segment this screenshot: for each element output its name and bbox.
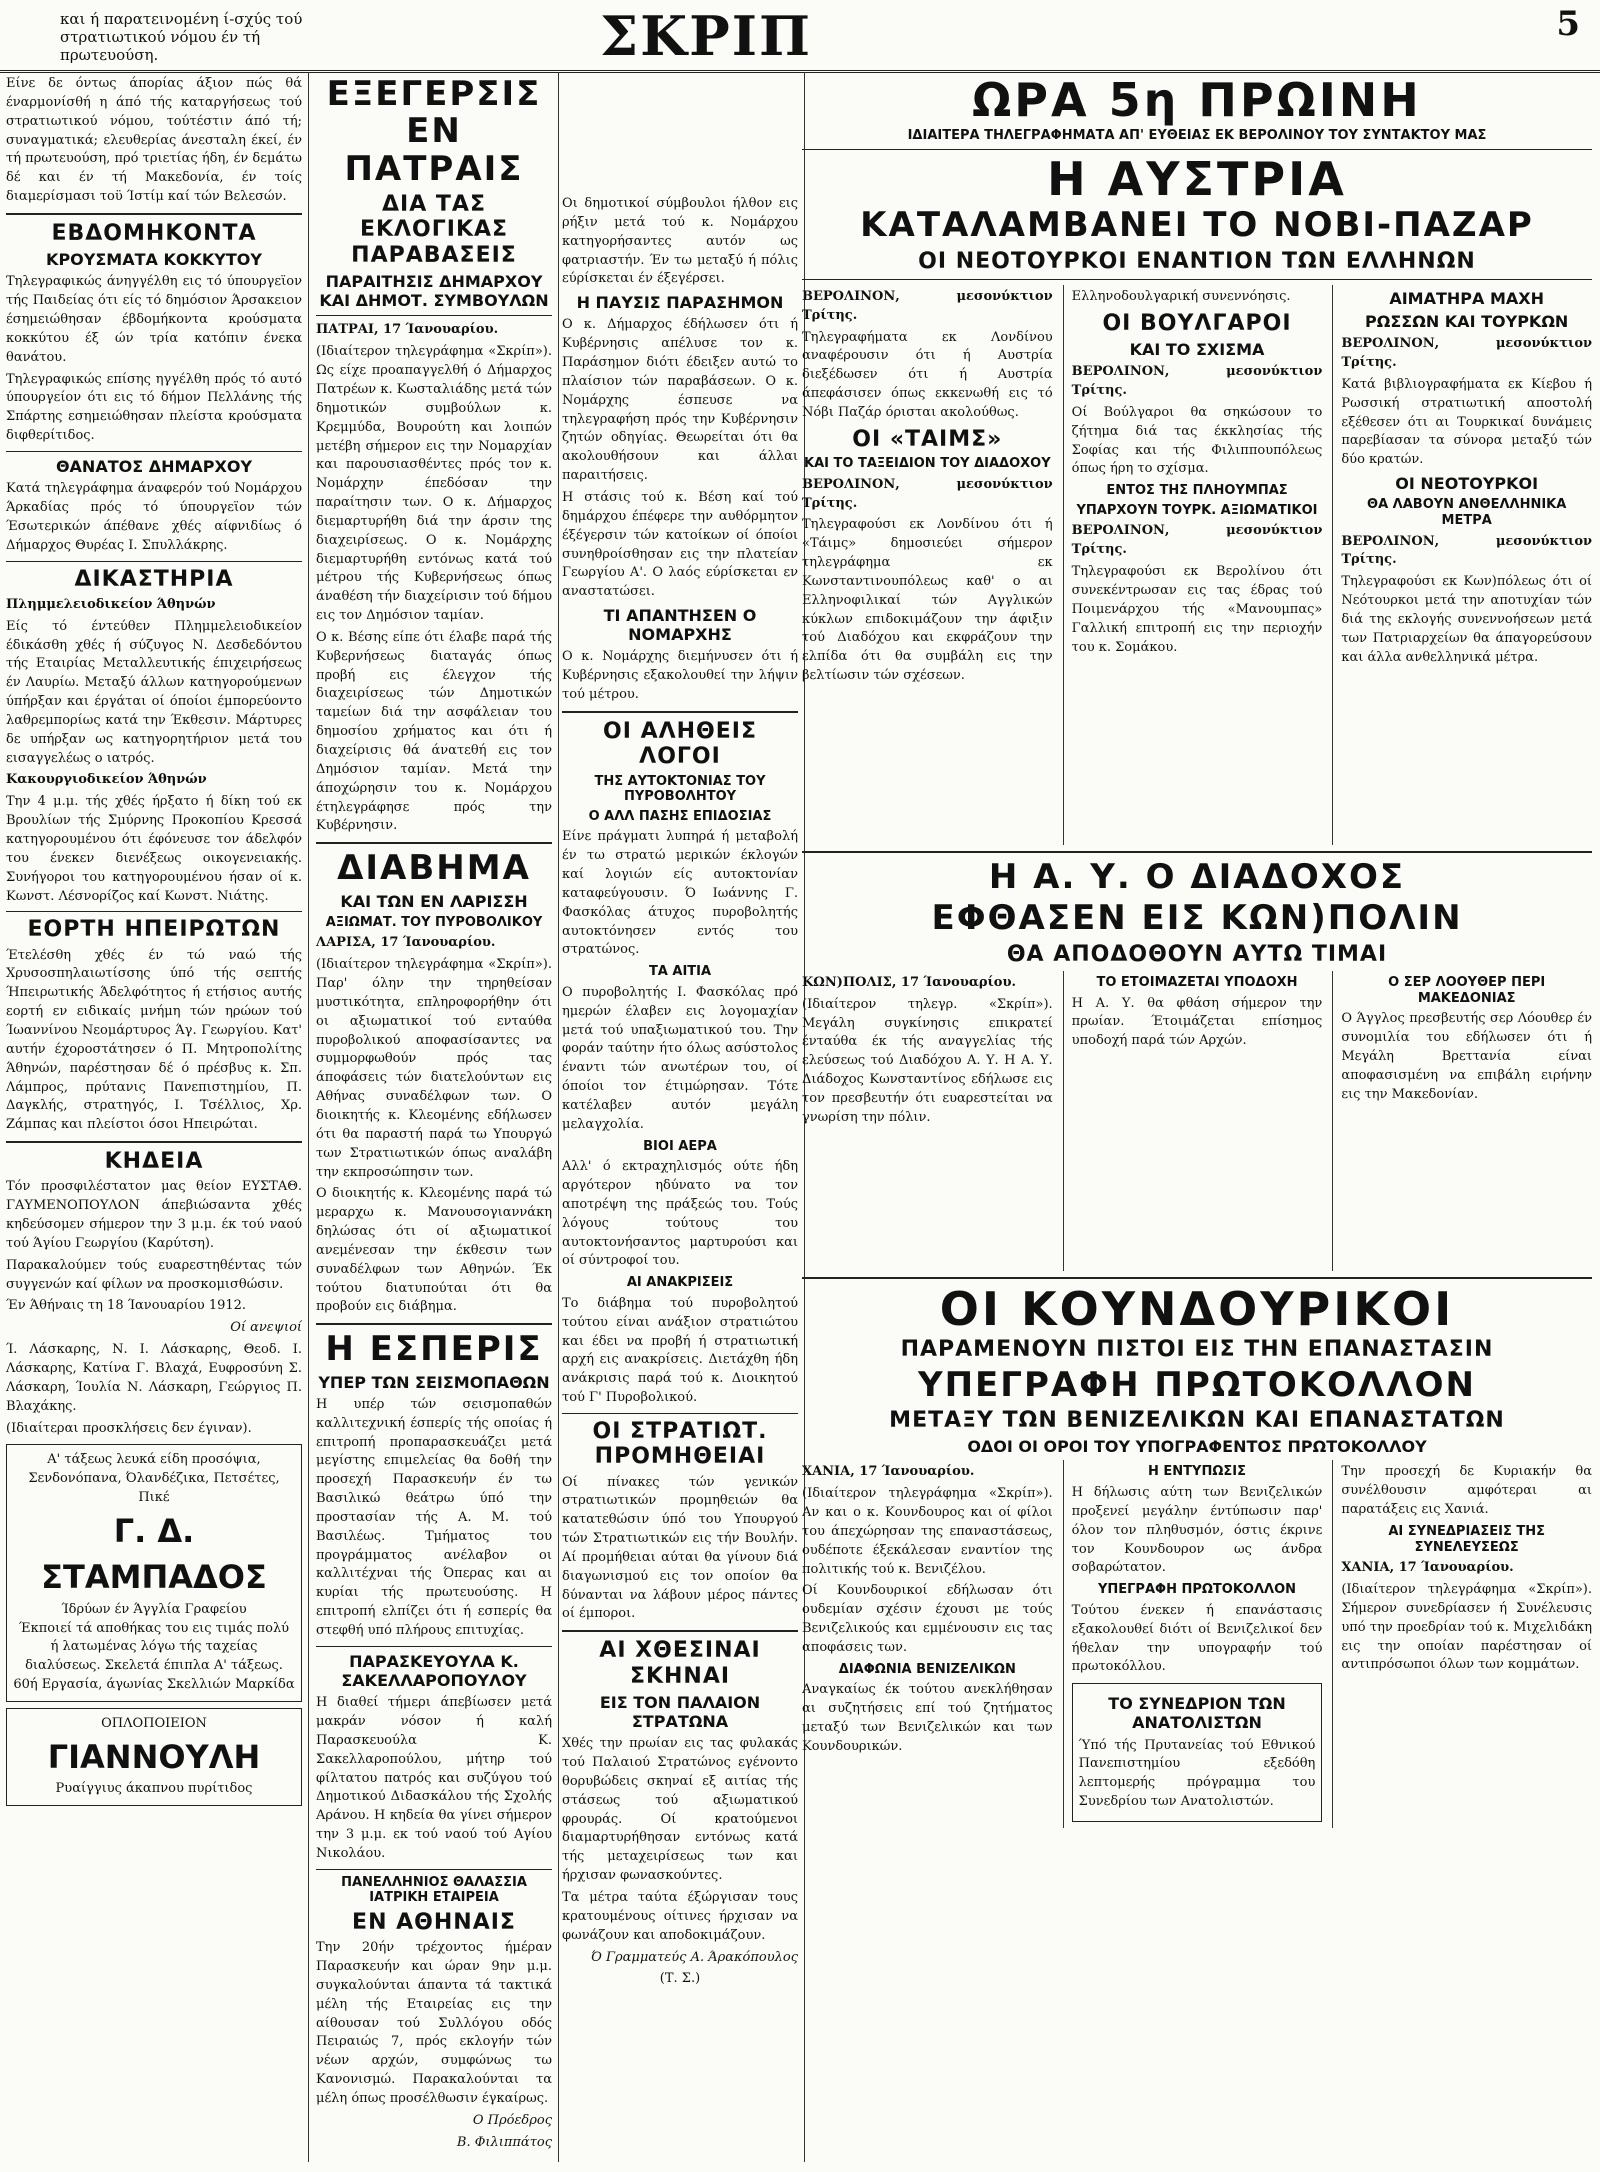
article-text: (Ιδιαίτερον τηλεγράφημα «Σκρίπ»). Σήμερον συνεδρίασεν ή Συνέλευσις υπό την προεδρίαν τού κ. Μιχελιδάκη εις την οποίαν παρέστησαν οί αντιπρόσωποι όλων των κομμάτων. — [1341, 1581, 1592, 1673]
notice-text: Τόν προσφιλέστατον μας θείον ΕΥΣΤΑΘ. ΓΑΥΜΕΝΟΠΟΥΛΟΝ άπεβιώσαντα χθές κηδεύσομεν σήμερον την 3 μ.μ. έκ τού ναού τού Άγίου Γεωργίου (Καρύτση). — [6, 1179, 302, 1251]
article-text: Η διαθεί τήμερι άπεβίωσεν μετά μακράν νόσον ή καλή Παρασκευούλα Κ. Σακελλαροπούλου, μήτηρ τού φίλτατου πατρός και συζύγου τού Δημοτικού Διδασκάλου τής Σχολής Αράνου. Η κηδεία θα γίνει σήμερον την 3 μ.μ. εκ τού ναού τού Αγίου Νικολάου. — [316, 1695, 552, 1861]
ad-line: ΟΠΛΟΠΟΙΕΙΟΝ — [101, 1715, 207, 1731]
headline-deck: ΟΙ ΝΕΟΤΟΥΡΚΟΙ ΕΝΑΝΤΙΟΝ ΤΩΝ ΕΛΛΗΝΩΝ — [918, 248, 1476, 274]
headline: ΟΙ ΝΕΟΤΟΥΡΚΟΙ — [1395, 474, 1539, 494]
crown-prince-col-2 — [1063, 971, 1323, 1271]
headline-sub: ΕΦΘΑΣΕΝ ΕΙΣ ΚΩΝ)ΠΟΛΙΝ — [931, 898, 1463, 939]
headline-sub: ΔΙΑ ΤΑΣ ΕΚΛΟΓΙΚΑΣ ΠΑΡΑΒΑΣΕΙΣ — [351, 192, 517, 268]
notice-text: Έν Άθήναις τη 18 Ίανουαρίου 1912. — [6, 1298, 247, 1314]
headline: ΕΝΤΟΣ ΤΗΣ ΠΛΗΟΥΜΠΑΣ — [1106, 483, 1288, 499]
headline-sub: ΠΑΡΑΜΕΝΟΥΝ ΠΙΣΤΟΙ ΕΙΣ ΤΗΝ ΕΠΑΝΑΣΤΑΣΙΝ — [900, 1337, 1494, 1363]
headline: Η ΕΣΠΕΡΙΣ — [325, 1329, 543, 1370]
article-text: Κατά βιβλιογραφήματα εκ Κίεβου ή Ρωσσική στρατιωτική αποστολή εξέθεσεν ότι αι Τουρκικαί δυνάμεις παρεβίασαν τα σύνορα μεταξύ τών δύο κρατών. — [1341, 376, 1592, 468]
kountouriotes-col-3 — [1332, 1460, 1592, 1828]
headline-deck: ΑΞΙΩΜΑΤ. ΤΟΥ ΠΥΡΟΒΟΛΙΚΟΥ — [325, 914, 543, 930]
headline-deck: ΘΑ ΑΠΟΔΟΘΟΥΝ ΑΥΤΩ ΤΙΜΑΙ — [1006, 941, 1388, 967]
telegram-col-2 — [1063, 285, 1323, 845]
headline-rendered: ΕΒΔΟΜΗΚΟΝΤΑ — [51, 220, 257, 246]
article-text: Τηλεγραφήματα εκ Λονδίνου αναφέρουσιν ότι ή Αυστρία διεξέδωσεν ότι ή Αυστρία άπεφάσισεν όπως εκκενωθή εις τό Νόβι Παζάρ όρισται ακολούθως. — [802, 329, 1053, 420]
notice-text: Οί ανεψιοί — [230, 1320, 302, 1336]
headline: ΑΙ ΧΘΕΣΙΝΑΙ ΣΚΗΝΑΙ — [599, 1638, 761, 1689]
headline-sub: ΚΑΤΑΛΑΜΒΑΝΕΙ ΤΟ ΝΟΒΙ-ΠΑΖΑΡ — [860, 205, 1534, 246]
headline-sub: ΚΑΙ ΤΟ ΤΑΞΕΙΔΙΟΝ ΤΟΥ ΔΙΑΔΟΧΟΥ — [804, 456, 1051, 472]
dateline: ΒΕΡΟΛΙΝΟΝ, μεσονύκτιον Τρίτης. — [802, 288, 1053, 323]
article-text: Χθές την πρωίαν εις τας φυλακάς τού Παλαιού Στρατώνος εγένοντο θορυβώδεις σκηναί εξ αιτίας τής στάσεως τού αξιωματικού φρουράς. Οί κρατούμενοι διαμαρτυρήθησαν εντόνως κατά τής μεταχειρίσεως των και ήρχισαν φωνασκούντες. — [562, 1736, 798, 1884]
kountouriotes-block — [802, 1460, 1592, 1828]
telegram-col-1 — [802, 285, 1053, 845]
masthead — [0, 0, 1600, 73]
dateline: ΒΕΡΟΛΙΝΟΝ, μεσονύκτιον Τρίτης. — [1071, 364, 1323, 399]
headline-rendered-sub: ΚΡΟΥΣΜΑΤΑ ΚΟΚΚΥΤΟΥ — [46, 250, 262, 270]
headline: ΑΙΜΑΤΗΡΑ ΜΑΧΗ — [1389, 288, 1544, 308]
headline-deck: ΠΑΡΑΙΤΗΣΙΣ ΔΗΜΑΡΧΟΥ ΚΑΙ ΔΗΜΟΤ. ΣΥΜΒΟΥΛΩΝ — [319, 272, 549, 311]
dateline: ΒΕΡΟΛΙΝΟΝ, μεσονύκτιον Τρίτης. — [802, 476, 1053, 511]
headline: ΠΑΡΑΣΚΕΥΟΥΛΑ Κ. ΣΑΚΕΛΛΑΡΟΠΟΥΛΟΥ — [341, 1651, 527, 1690]
article-text: Την 4 μ.μ. τής χθές ήρξατο ή δίκη τού εκ Βρουλίων τής Σμύρνης Προκοπίου Κρεσσά κατηγορουμένου ότι έφόνευσε τον άδελφόν του ένεκεν διενέξεως οικογενειακής. Συνήγοροι του κατηγορουμένου ήσαν οί κ. Κωνστ. Λέσνορίζος καί Κωνστ. Νιάτης. — [6, 794, 302, 904]
tag: (Τ. Σ.) — [659, 1971, 701, 1987]
page-number: 5 — [1556, 4, 1580, 44]
masthead-top-left-text: και ή παρατεινομένη ί-σχύς τού στρατιωτικού νόμου έν τή πρωτευούση. — [60, 10, 303, 64]
headline-main: ΕΞΕΓΕΡΣΙΣ ΕΝ ΠΑΤΡΑΙΣ — [326, 74, 542, 189]
article-text: (Ιδιαίτερον τηλεγράφημα «Σκρίπ»). Παρ' όλην την τηρηθείσαν μυστικότητα, επληροφορήθην ότι οι αξιωματικοί τού ενταύθα πυροβολικού αποφασίσαντες να συμμορφωθούν πρός τας άποφάσεις τών διατελούντων εις Αθήνας συναδέλφων των. Ο διοικητής κ. Κλεομένης εδήλωσεν ότι θα παραστή παρά τω Υπουργώ των Στρατιωτικών όπως αναλάβη την εκπροσώπησιν των. — [316, 957, 552, 1180]
notice-text: (Ιδιαίτεραι προσκλήσεις δεν έγιναν). — [6, 1420, 252, 1436]
article-text: Την 20ήν τρέχοντος ήμέραν Παρασκευήν και ώραν 9ην μ.μ. συγκαλούνται άπαντα τά τακτικά μέλη τής Εταιρείας εις την αίθουσαν τού Συλλόγου οδός Πειραιώς 7, πρός εκλογήν τών νέων αρχών, συμφώνως τω Κανονισμώ. Παρακαλούνται τα μέλη όπως προσέλθωσιν έγκαίρως. — [316, 1940, 552, 2107]
telegram-col-3 — [1332, 285, 1592, 845]
crown-prince-col-1 — [802, 971, 1053, 1271]
subhead: ΥΠΕΓΡΑΦΗ ΠΡΩΤΟΚΟΛΛΟΝ — [1097, 1582, 1297, 1598]
article-text: Τηλεγραφούσι εκ Κων)πόλεως ότι οί Νεότουρκοι μετά την αποτυχίαν τών διά της εκλογής συνεννοήσεων μετά των Πατριαρχείων θα άπαγορεύσουν και άλλα ανθελληνικά μέτρα. — [1341, 574, 1592, 665]
article-text: (Ιδιαίτερον τηλεγράφημα «Σκρίπ»). Ως είχε προαπαγγελθή ό Δήμαρχος Πατρέων κ. Κωσταλιάδης μετά τών δημοτικών συμβούλων κ. Κρεμμύδα, Βουρούτη και λοιπών μετέβη σήμερον εις την Νομαρχίαν και παρουσιασθέντες πρός τον κ. Νομάρχην έπεδόσαν την παραίτησιν των. Ο κ. Δήμαρχος διεμαρτυρήθη διά την άρσιν της διαχειρίσεως. Ο κ. Νομάρχης διεμαρτυρήθη εντόνως κατά τού μέτρου τής Κυβερνήσεως όπως άναθέση τήν διαχείρισιν τού δήμου εις τον Δημόσιον ταμίαν. — [316, 344, 552, 624]
headline: ΤΟ ΣΥΝΕΔΡΙΟΝ ΤΩΝ ΑΝΑΤΟΛΙΣΤΩΝ — [1108, 1694, 1286, 1733]
headline-main: Η Α. Υ. Ο ΔΙΑΔΟΧΟΣ — [988, 856, 1406, 897]
headline-deck: ΜΕΤΑΞΥ ΤΩΝ ΒΕΝΙΖΕΛΙΚΩΝ ΚΑΙ ΕΠΑΝΑΣΤΑΤΩΝ — [889, 1407, 1505, 1433]
headline: ΟΙ ΒΟΥΛΓΑΡΟΙ — [1102, 310, 1292, 336]
article-text: Είνε πράγματι λυπηρά ή μεταβολή έν τω στρατώ μερικών έκλογών καί λογιών είς αυτοκτονίαν καταφεύγουσιν. Ό Ιωάννης Γ. Φασκόλας άτυχος πυροβολητής αυτοκτόνησεν εντός του στρατώνος. — [562, 829, 798, 958]
notice-text: Ί. Λάσκαρης, Ν. Ι. Λάσκαρης, Θεοδ. Ι. Λάσκαρης, Κατίνα Γ. Βλαχά, Ευφροσύνη Σ. Λάσκαρη, Ίουλία Ν. Λάσκαρη, Γεώργιος Π. Βλαχάκης. — [6, 1342, 302, 1414]
conference-box — [1072, 1683, 1323, 1822]
crown-prince-col-3 — [1332, 971, 1592, 1271]
article-text: Έτελέσθη χθές έν τώ ναώ τής Χρυσοσπηλαιωτίσσης ύπό τής σεπτής Ήπειρωτικής Άδελφότητος ή ετήσιος αυτής εορτή εν ειδικαίς μνήμη τών ηρώων τού Ίωαννίνου Νεομάρτυρος Άγ. Γεωργίου. Κατ' αυτήν έχοροστάτησεν ό Π. Μητροπολίτης Άθηνών, παρέστησαν δέ ό πρέσβυς κ. Σπ. Λάμπρος, πρύτανις Πανεπιστημίου, Π. Δαγκλής, στρατηγός, Ι. Τσέλλιος, Χρ. Ζάμπας και πλείστοι όσοι Ηπειρώται. — [6, 947, 302, 1133]
article-text: Τούτου ένεκεν ή επανάστασις εξακολουθεί διότι οί Βενιζελικοί δεν ήθελαν την υπογραφήν τού πρωτοκόλλου. — [1071, 1602, 1323, 1675]
subhead: Πλημμελειοδικείον Άθηνών — [6, 596, 216, 612]
lead-text: Είνε δε όντως άπορίας άξιον πώς θά έναρμονίσθή η άπό τής καταργήσεως τού στρατιωτικού νόμου, τούτέστιν άπό τή; συναγματικά; ελευθερίας άνεσταλη έκεί, έν τή πρωτευούση, πρό τριετίας ήδη, έν δεμάτω δέ και έν τή Μακεδονία, έν τοίς διαμερίσμασι τοϋ Ίστίμ καί τών Βελεσών. — [6, 76, 302, 205]
article-text: Τηλεγραφούσι εκ Βερολίνου ότι συνεκέντρωσαν εις τας έδρας τού Ποιμενάρχου τής «Μανουμπας» Γαλλική επιτροπή εις την περιοχήν του κ. Σομάκου. — [1071, 564, 1323, 655]
article-text: Ο κ. Νομάρχης διεμήνυσεν ότι ή Κυβέρνησις εξακολουθεί την λήψιν τού μέτρου. — [562, 649, 798, 703]
article-text: Τηλεγραφικώς άνηγγέλθη εις τό ύπουργεϊον τής Παιδείας ότι είς τό δημόσιον Άρσακειον έσημειώθησαν έβδομήκοντα κρούσματα κοκκύτου έξ ών τρία κατόπιν ένεκα θανάτου. — [6, 274, 302, 365]
headline: ΘΑΝΑΤΟΣ ΔΗΜΑΡΧΟΥ — [55, 456, 253, 476]
article-text: Τηλεγραφικώς επίσης ηγγέλθη πρός τό αυτό ύπουργείον ότι εις τό δήμον Πελλάνης τής Σπάρτης εσημειώθησαν πλείστα κρούσματα διφθερίτιδος. — [6, 371, 302, 444]
crown-prince-block — [802, 971, 1592, 1271]
dateline: ΛΑΡΙΣΑ, 17 Ίανουαρίου. — [316, 935, 496, 951]
dateline: ΒΕΡΟΛΙΝΟΝ, μεσονύκτιον Τρίτης. — [1341, 336, 1592, 371]
notice-text: Παρακαλούμεν τούς ευαρεστηθέντας τών συγγενών καί φίλων να προσκομισθώσιν. — [6, 1257, 302, 1292]
headline: ΕΝ ΑΘΗΝΑΙΣ — [352, 1909, 516, 1935]
dateline: ΚΩΝ)ΠΟΛΙΣ, 17 Ίανουαρίου. — [802, 974, 1017, 990]
article-text: Το διάβημα τού πυροβολητού τούτου είναι ανάξιον στρατιώτου και έδει να προβή ή στρατιωτική αρχή εις ανακρίσεις. Διετάχθη ήδη ανάκρισις παρά τού κ. Διοικητού τού Γ' Πυροβολικού. — [562, 1295, 798, 1406]
headline: ΟΙ «ΤΑΙΜΣ» — [852, 426, 1003, 452]
subhead: ΔΙΑΦΩΝΙΑ ΒΕΝΙΖΕΛΙΚΩΝ — [838, 1661, 1016, 1677]
headline: ΟΙ ΑΛΗΘΕΙΣ ΛΟΓΟΙ — [603, 718, 757, 770]
ad-line: Ρυαίγγιυς άκαπνου πυρίτιδος — [55, 1781, 253, 1797]
article-text: Οί Κουνδουρικοί εδήλωσαν ότι ουδεμίαν σχέσιν έχουσι με τούς Βενιζελικούς και εμμένουσιν εις τας αποφάσεις των. — [802, 1583, 1053, 1656]
article-text: Ο πυροβολητής Ι. Φασκόλας πρό ημερών έλαβεν εις λογομαχίαν μετά τού υπαξιωματικού του. Την φοράν ταύτην ήτο όλως ασύστολος έναντι τών ανωτέρων του, οί όποίοι τον έτιμώρησαν. Τότε κατέλαβεν αυτόν μεγάλη μελαγχολία. — [562, 984, 798, 1132]
subhead: Κακουργιοδικείον Άθηνών — [6, 772, 207, 788]
subhead: Η ΠΑΥΣΙΣ ΠΑΡΑΣΗΜΟΝ — [576, 293, 784, 313]
article-text: Είς τό έντεύθεν Πλημμελειοδικείον έδικάσθη χθές ή σύζυγος Ν. Δεσδεδόντου τής Εταιρίας Μεταλλευτικής έπιχειρήσεως έν Λαυρίω. Μεταξύ άλλων κατηγορούμενων ύπήρξαν και έργάται οί όποίοι έμπορεύοντο λαθρεμπορίως κατά την Έκθεσιν. Μάρτυρες δε υπήρξαν ως κατηγορητήριον μετά του εισαγγελέως ο ιατρός. — [6, 618, 302, 766]
headline-main: ΟΙ ΚΟΥΝΔΟΥΡΙΚΟΙ — [939, 1281, 1455, 1336]
subhead: Ο ΑΛΛ ΠΑΣΗΣ ΕΠΙΔΟΣΙΑΣ — [588, 808, 772, 824]
headline: ΚΗΔΕΙΑ — [104, 1149, 204, 1175]
headline-deck: ΠΑΝΕΛΛΗΝΙΟΣ ΘΑΛΑΣΣΙΑ ΙΑΤΡΙΚΗ ΕΤΑΙΡΕΙΑ — [341, 1874, 527, 1906]
article-text: Ο κ. Βέσης είπε ότι έλαβε παρά τής Κυβερνήσεως διαταγάς όπως προβή εις έλεγχον τής διαχειρίσεως τών Δημοτικών ταμείων διά την ασφάλειαν του δημοσίου χρήματος και ότι ή διαχείρισις θά άνατεθή εις τον Δημόσιον ταμίαν. Μετά την άποχώρησιν του κ. Νομάρχου έτηλεγράφησε πρός την Κυβέρνησιν. — [316, 629, 552, 834]
headline-sub: ΘΑ ΛΑΒΟΥΝ ΑΝΘΕΛΛΗΝΙΚΑ ΜΕΤΡΑ — [1367, 497, 1567, 528]
ad-line: Έκποιεί τά αποθήκας του εις τιμάς πολύ ή λατωμένας λόγω τής ταχείας διαλύσεως. Σκελετά έπιπλα Α' τάξεως. — [18, 1620, 290, 1674]
article-text: Ο διοικητής κ. Κλεομένης παρά τώ μεραρχω κ. Μανουσογιαννάκη δηλώσας ότι οί αξιωματικοί ανεμένεσαν την έκθεσιν των συναδέλφων των Αθηνών. Έκ τούτου διατυπούται ότι θα προβούν εις διάβημα. — [316, 1186, 552, 1315]
headline-sub: ΥΠΕΓΡΑΦΗ ΠΡΩΤΟΚΟΛΛΟΝ — [917, 1364, 1476, 1405]
subhead: ΤΑ ΑΙΤΙΑ — [648, 964, 712, 980]
headline: ΕΟΡΤΗ ΗΠΕΙΡΩΤΩΝ — [27, 917, 281, 943]
signature: Ό Γραμματεύς Α. Άρακόπουλος — [590, 1949, 798, 1965]
column-3 — [556, 72, 805, 2162]
signature-name: Β. Φιλιππάτος — [456, 2134, 552, 2150]
headline-sub: ΕΙΣ ΤΟΝ ΠΑΛΑΙΟΝ ΣΤΡΑΤΩΝΑ — [599, 1692, 761, 1732]
column-1 — [0, 72, 309, 2162]
headline: ΔΙΚΑΣΤΗΡΙΑ — [74, 566, 234, 592]
article-text: Η δήλωσις αύτη των Βενιζελικών προξενεί μεγάλην έντύπωσιν παρ' όλον τον πληθυσμόν, όστις έκρινε τον Κουνδουρον ως άνδρα σοβαρώτατον. — [1071, 1485, 1323, 1576]
dateline: ΒΕΡΟΛΙΝΟΝ, μεσονύκτιον Τρίτης. — [1341, 533, 1592, 568]
headline: ΟΙ ΣΤΡΑΤΙΩΤ. ΠΡΟΜΗΘΕΙΑΙ — [592, 1418, 768, 1470]
article-text: Οί πίνακες τών γενικών στρατιωτικών προμηθειών θα κατατεθώσιν ύπό του Υπουργού τών Στρατιωτικών εις τήν Βουλήν. Αί προμήθειαι αύται θα γίνουν διά διαγωνισμού εις τον οποίον θα δύνανται να λάβουν μέρος πάντες οί έμποροι. — [562, 1474, 798, 1622]
headline-sub: ΚΑΙ ΤΟ ΣΧΙΣΜΑ — [1129, 340, 1265, 360]
subhead: ΒΙΟΙ ΑΕΡΑ — [643, 1138, 717, 1154]
article-text: Τηλεγραφούσι εκ Λονδίνου ότι ή «Τάιμς» δημοσιεύει σήμερον τηλεγράφημα εκ Κωνσταντινουπόλεως καθ' ο αι Ελληνοφιλικαί τών Αγγλικών κύκλων επιδοκιμάζουν την άφιξιν τού Διαδόχου και εκφράζουν την ελπίδα ότι θα συμβάλη εις την βελτίωσιν τών σχέσεων. — [802, 517, 1053, 684]
headline-sub: ΚΑΙ ΤΩΝ ΕΝ ΛΑΡΙΣΣΗ — [340, 891, 528, 911]
ad-name: ΓΙΑΝΝΟΥΛΗ — [47, 1737, 261, 1776]
subhead: ΤΙ ΑΠΑΝΤΗΣΕΝ Ο ΝΟΜΑΡΧΗΣ — [603, 606, 757, 645]
headline-deck: ΟΔΟΙ ΟΙ ΟΡΟΙ ΤΟΥ ΥΠΟΓΡΑΦΕΝΤΟΣ ΠΡΩΤΟΚΟΛΛΟΥ — [967, 1437, 1427, 1457]
subhead: ΑΙ ΑΝΑΚΡΙΣΕΙΣ — [626, 1275, 734, 1291]
telegrams-block — [802, 285, 1592, 845]
dateline: ΧΑΝΙΑ, 17 Ίανουαρίου. — [802, 1464, 975, 1480]
column-2 — [310, 72, 559, 2162]
headline-banner: ΩΡΑ 5η ΠΡΩΙΝΗ — [972, 73, 1422, 127]
article-text: Ο Άγγλος πρεσβευτής σερ Λόουθερ έν συνομιλία του εδήλωσεν ότι ή Μεγάλη Βρεττανία είναι αποφασισμένη να επιβάλη ειρήνην εις την Μακεδονίαν. — [1341, 1011, 1592, 1102]
article-text: Ύπό τής Πρυτανείας τού Εθνικού Πανεπιστημίου εξεδόθη λεπτομερής πρόγραμμα του Συνεδρίου των Ανατολιστών. — [1078, 1737, 1316, 1810]
subhead: Η ΕΝΤΥΠΩΣΙΣ — [1148, 1464, 1246, 1480]
kountouriotes-col-1 — [802, 1460, 1053, 1828]
right-section — [802, 72, 1592, 2162]
article-text: Αναγκαίως έκ τούτου ανεκλήθησαν αι συζητήσεις επί τού ζητήματος μεταξύ των Βενιζελικών και των Κουνδουρικών. — [802, 1682, 1053, 1754]
article-text: Η στάσις τού κ. Βέση καί τού δημάρχου έπέφερε την αυθόρμητον έξέγερσιν τών κατοίκων οί όποίοι συνηθροίσθησαν εις την πλατείαν Γεωργίου Α'. Ο λαός εύρίσκεται εν αναστατώσει. — [562, 490, 798, 600]
subhead: ΤΟ ΕΤΟΙΜΑΖΕΤΑΙ ΥΠΟΔΟΧΗ — [1096, 974, 1298, 990]
subhead: ΑΙ ΣΥΝΕΔΡΙΑΣΕΙΣ ΤΗΣ ΣΥΝΕΛΕΥΣΕΩΣ — [1388, 1523, 1545, 1555]
article-text: Οί Βούλγαροι θα σηκώσουν το ζήτημα διά τας έκκλησίας τής Σοφίας και τής Φιλιππουπόλεως όπως ήρη το σχίσμα. — [1071, 404, 1323, 477]
article-text: Την προσεχή δε Κυριακήν θα συνέλθουσιν αμφότεραι αι παρατάξεις εις Χανιά. — [1341, 1464, 1592, 1518]
article-text: Η Α. Υ. θα φθάση σήμερον την πρωίαν. Έτοιμάζεται επίσημος υποδοχή παρά τών Αρχών. — [1071, 995, 1323, 1049]
dateline: ΠΑΤΡΑΙ, 17 Ίανουαρίου. — [316, 322, 499, 338]
article-text: Αλλ' ό εκτραχηλισμός ούτε ήδη αργότερον ηδύνατο να τον αποτρέψη της πράξεώς του. Τούς λόγους τούτους του αυτοκτονήσαντος μαρτυρούσι και οί σύντροφοί του. — [562, 1159, 798, 1269]
dateline: ΒΕΡΟΛΙΝΟΝ, μεσονύκτιον Τρίτης. — [1071, 523, 1323, 558]
article-text: Η υπέρ τών σεισμοπαθών καλλιτεχνική έσπερίς τής οποίας ή επιτροπή προπαρασκευάζει μετά μεγίστης επιμελείας θα δοθή την προσεχή Παρασκευήν έν τω Βασιλικώ θεάτρω ύπό την προστασίαν τής Α. Μ. τού Βασιλέως. Τμήματος του προγράμματος ανέλαβον οι καλλιτέχναι τής Όπερας και αι κυρίαι τής πρωτευούσης. Η επιτροπή ελπίζει ότι ή εσπερίς θα στεφθή υπό πλήρους επιτυχίας. — [316, 1396, 552, 1638]
headline-sub: ΤΗΣ ΑΥΤΟΚΤΟΝΙΑΣ ΤΟΥ ΠΥΡΟΒΟΛΗΤΟΥ — [594, 773, 766, 805]
headline: ΔΙΑΒΗΜΑ — [337, 848, 531, 889]
advertisement-gunsmith — [6, 1708, 302, 1806]
dateline: ΧΑΝΙΑ, 17 Ίανουαρίου. — [1341, 1560, 1514, 1576]
ad-name: Γ. Δ. ΣΤΑΜΠΑΔΟΣ — [41, 1511, 267, 1597]
ad-line: 60ή Εργασία, άγωνίας Σκελλιών Μαρκίδα — [13, 1677, 295, 1693]
headline-sub: ΥΠΑΡΧΟΥΝ ΤΟΥΡΚ. ΑΞΙΩΜΑΤΙΚΟΙ — [1076, 502, 1318, 518]
article-text: (Ιδιαίτερον τηλεγράφημα «Σκρίπ»). Αν και ο κ. Κουνδουρος και οί φίλοι του άπεχώρησαν της επαναστάσεως, ουδέποτε έξεκάλεσαν εναντίον της πολιτικής τού κ. Βενιζέλου. — [802, 1486, 1053, 1577]
paper-name: ΣΚΡΙΠ — [600, 4, 812, 68]
ad-line: Α' τάξεως λευκά είδη προσόψια, Σενδονόπανα, Όλανδέζικα, Πετσέτες, Πικέ — [28, 1452, 280, 1506]
headline-sub: ΥΠΕΡ ΤΩΝ ΣΕΙΣΜΟΠΑΘΩΝ — [318, 1372, 550, 1392]
article-text: Ελληνοδουλγαρική συνεννόησις. — [1071, 288, 1291, 304]
signature-role: Ο Πρόεδρος — [472, 2112, 552, 2128]
subhead: Ο ΣΕΡ ΛΟΟΥΘΕΡ ΠΕΡΙ ΜΑΚΕΔΟΝΙΑΣ — [1388, 974, 1546, 1006]
article-text: Κατά τηλεγράφημα άναφερόν τού Νομάρχου Άρκαδίας πρός τό ύπουργεϊον τών Έσωτερικών άπέθανε χθές αίφνιδίως ό Δήμαρχος Θυρέας Ι. Σπυλλάκρης. — [6, 481, 302, 553]
article-text: Οι δημοτικοί σύμβουλοι ήλθον εις ρήξιν μετά τού κ. Νομάρχου κατηγορήσαντες αυτόν ως φατριαστήν. Έν τω μεταξύ ή πόλις εύρίσκεται έν έξεγέρσει. — [562, 196, 798, 287]
headline-kicker: ΙΔΙΑΙΤΕΡΑ ΤΗΛΕΓΡΑΦΗΜΑΤΑ ΑΠ' ΕΥΘΕΙΑΣ ΕΚ ΒΕΡΟΛΙΝΟΥ ΤΟΥ ΣΥΝΤΑΚΤΟΥ ΜΑΣ — [907, 128, 1487, 144]
ad-line: Ίδρύων έν Άγγλία Γραφείου — [61, 1601, 247, 1617]
headline-main: Η ΑΥΣΤΡΙΑ — [1047, 151, 1347, 206]
advertisement-stampados — [6, 1444, 302, 1702]
kountouriotes-col-2 — [1063, 1460, 1323, 1828]
headline-sub: ΡΩΣΣΩΝ ΚΑΙ ΤΟΥΡΚΩΝ — [1365, 312, 1569, 332]
article-text: (Ιδιαίτερον τηλεγρ. «Σκρίπ»). Μεγάλη συγκίνησις επικρατεί ένταύθα έκ τής αναγγελίας τής ελεύσεως τού Διαδόχου Α. Υ. Η Α. Υ. Διάδοχος Κωνσταντίνος εδήλωσε εις τον πρεσβευτήν ότι ευαρεστείται να γνωρίση την πόλιν. — [802, 996, 1053, 1125]
article-text: Ο κ. Δήμαρχος έδήλωσεν ότι ή Κυβέρνησις απέλυσε τον κ. Παράσημον διότι έδειξεν αυτώ το πλαίσιον τών παραβάσεων. Ο κ. Νομάρχης έσπευσε να τηλεγραφήση πρός την Κυβέρνησιν ζητών οδηγίας. Θεωρείται ότι θα ακολουθήσουν και άλλαι παραιτήσεις. — [562, 317, 798, 484]
article-text: Τα μέτρα ταύτα έξώργισαν τους κρατουμένους οίτινες ήρχισαν να φωνάζουν και αποδοκιμάζουν. — [562, 1889, 798, 1943]
